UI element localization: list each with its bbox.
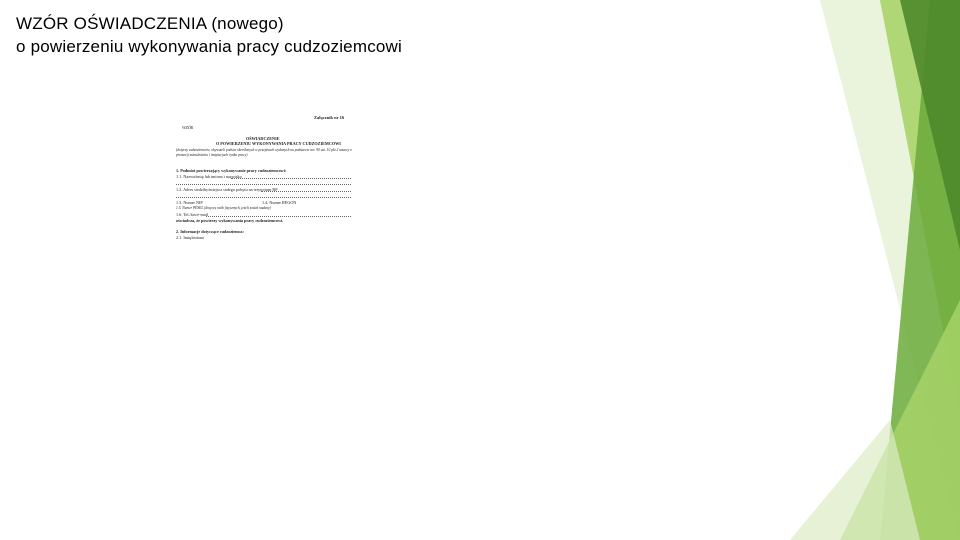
doc-heading-2: O POWIERZENIU WYKONYWANIA PRACY CUDZOZIEMCOWI [216, 141, 341, 146]
section-1-2: 1.2. Adres siedziby/miejsca stałego pobytu na terytorium RP [176, 187, 278, 192]
section-1-1: 1.1. Nazwa/imię lub imiona i nazwisko [176, 174, 242, 179]
section-1-4: 1.4. Numer REGON [262, 200, 297, 205]
document-page-left [176, 108, 356, 540]
section-1-5: 1.5. Numer PESEL (dotyczy osób fizycznych, jeżeli został nadany) [176, 206, 271, 210]
section-1-end: oświadcza, że powierzy wykonywania pracy cudzoziemcowi. [176, 218, 284, 223]
section-1-6: 1.6. Tel./fax/e-mail [176, 212, 208, 217]
slide-title [16, 12, 402, 58]
section-2-title: 2. Informacje dotyczące cudzoziemca: [176, 229, 244, 234]
doc-heading-1: OŚWIADCZENIE [246, 136, 280, 141]
wzor-label: WZÓR [182, 125, 194, 130]
section-1-3: 1.3. Numer NIP [176, 200, 203, 205]
section-1-title: 1. Podmiot powierzający wykonywanie pracy cudzoziemcowi: [176, 168, 287, 173]
green-triangle-decoration [730, 0, 960, 540]
slide-title-line-2: o powierzeniu wykonywania pracy cudzoziemcowi [16, 37, 403, 56]
annex-label: Załącznik nr 16 [314, 115, 345, 120]
doc-intro: (dotyczy cudzoziemców, obywateli państw określonych w przepisach wydanych na podstawie art. 90 ust. 10 pkt 2 ustawy o promocji zatrudnienia i instytucjach rynku pracy) [176, 148, 352, 157]
section-2-1: 2.1. Imię/imiona [176, 235, 204, 240]
slide-title-line-1: WZÓR OŚWIADCZENIA (nowego) [16, 14, 284, 33]
